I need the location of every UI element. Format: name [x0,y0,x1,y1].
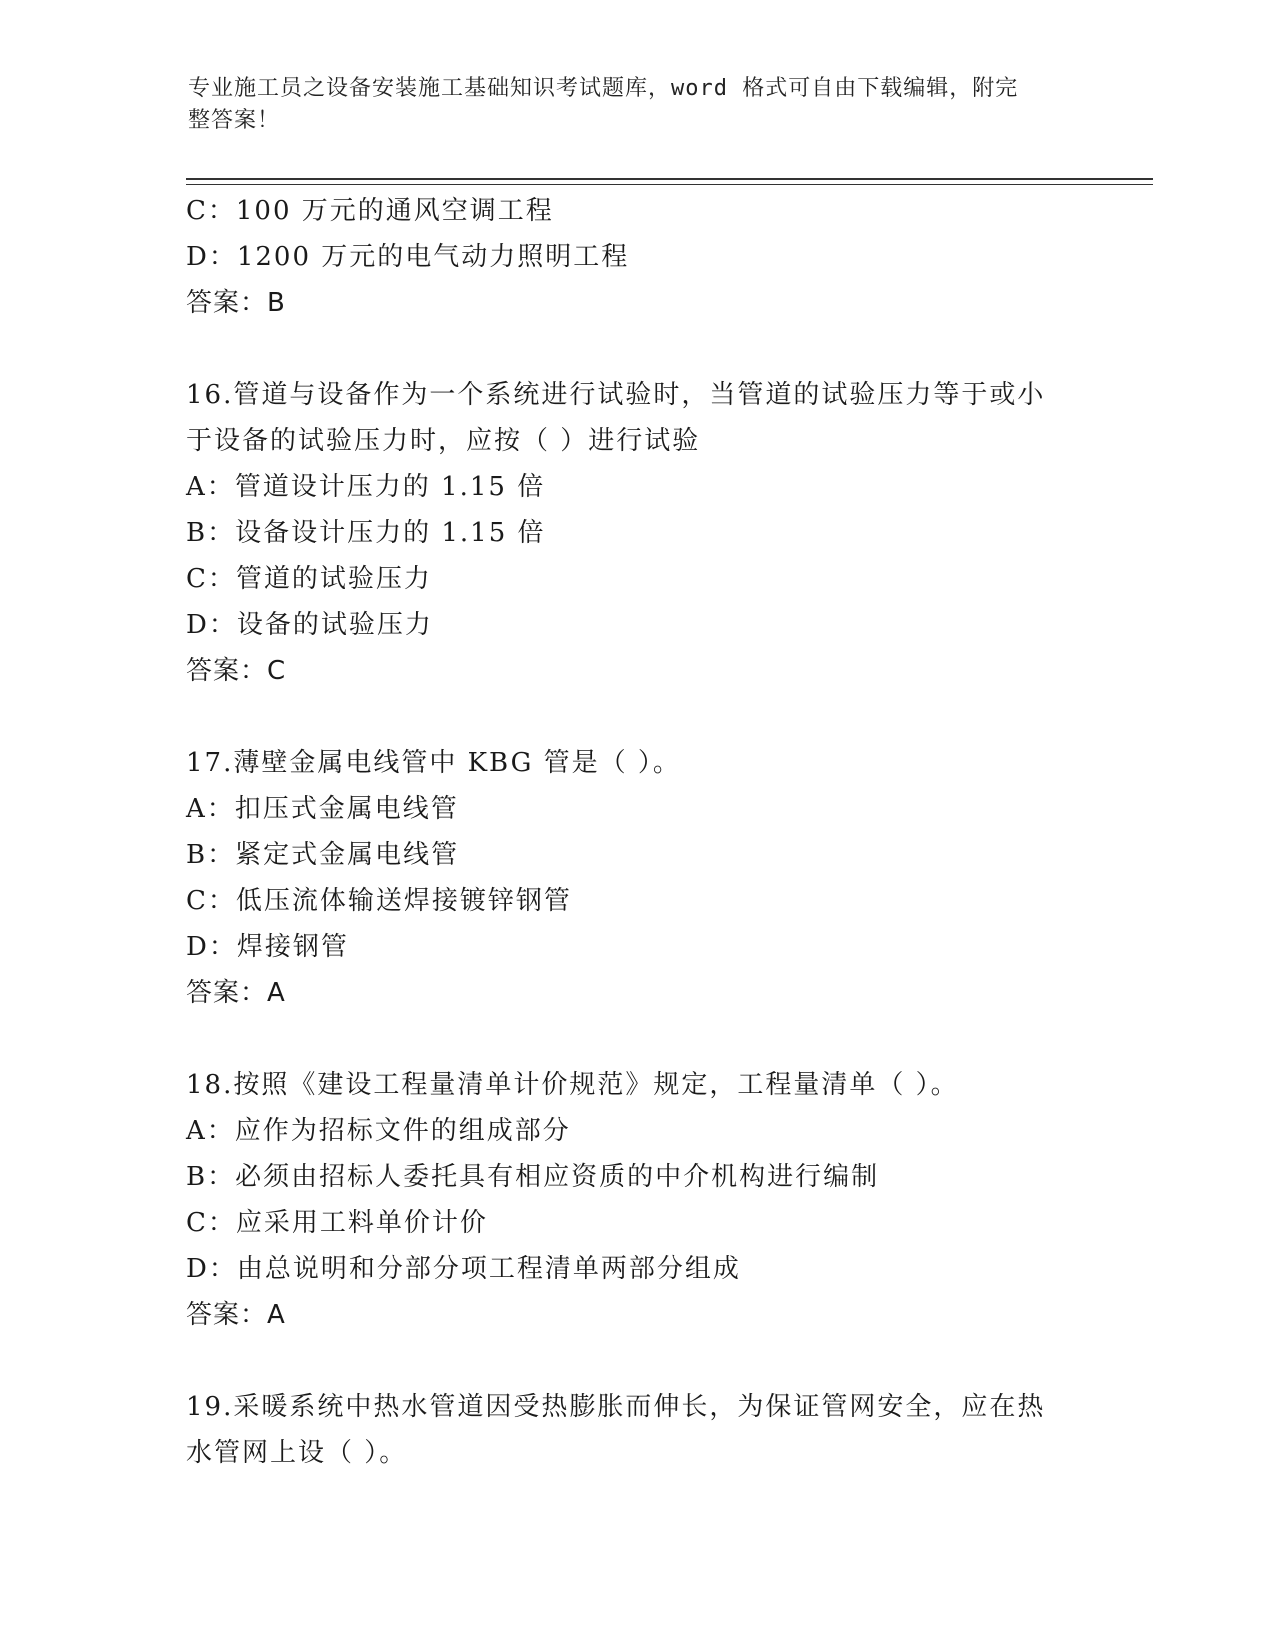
header-rule-thick [186,178,1153,180]
option-line: A：应作为招标文件的组成部分 [186,1116,571,1146]
question-text-continued: 于设备的试验压力时，应按（ ）进行试验 [186,426,701,456]
page-header [188,73,1088,137]
answer-line: 答案：A [186,978,286,1008]
option-line: D：1200 万元的电气动力照明工程 [186,242,630,272]
option-line: A：管道设计压力的 1.15 倍 [186,472,546,502]
question-text: 19.采暖系统中热水管道因受热膨胀而伸长，为保证管网安全，应在热 [186,1392,1046,1422]
option-line: C：管道的试验压力 [186,564,432,594]
option-line: B：设备设计压力的 1.15 倍 [186,518,546,548]
question-list [186,188,1146,1476]
header-line-2: 整答案！ [188,108,281,133]
header-rule-thin [186,184,1153,185]
answer-line: 答案：B [186,288,286,318]
option-line: D：焊接钢管 [186,932,349,962]
header-line-1: 专业施工员之设备安装施工基础知识考试题库，word 格式可自由下载编辑，附完 [188,76,1019,101]
option-line: D：由总说明和分部分项工程清单两部分组成 [186,1254,741,1284]
option-line: A：扣压式金属电线管 [186,794,459,824]
answer-line: 答案：A [186,1300,286,1330]
option-line: C：应采用工料单价计价 [186,1208,488,1238]
question-text: 18.按照《建设工程量清单计价规范》规定，工程量清单（ ）。 [186,1070,959,1100]
option-line: D：设备的试验压力 [186,610,433,640]
option-line: B：紧定式金属电线管 [186,840,460,870]
question-text: 16.管道与设备作为一个系统进行试验时，当管道的试验压力等于或小 [186,380,1046,410]
question-text-continued: 水管网上设（ ）。 [186,1438,408,1468]
question-text: 17.薄壁金属电线管中 KBG 管是（ ）。 [186,748,681,778]
answer-line: 答案：C [186,656,287,686]
option-line: C：低压流体输送焊接镀锌钢管 [186,886,572,916]
option-line: B：必须由招标人委托具有相应资质的中介机构进行编制 [186,1162,880,1192]
option-line: C：100 万元的通风空调工程 [186,196,554,226]
